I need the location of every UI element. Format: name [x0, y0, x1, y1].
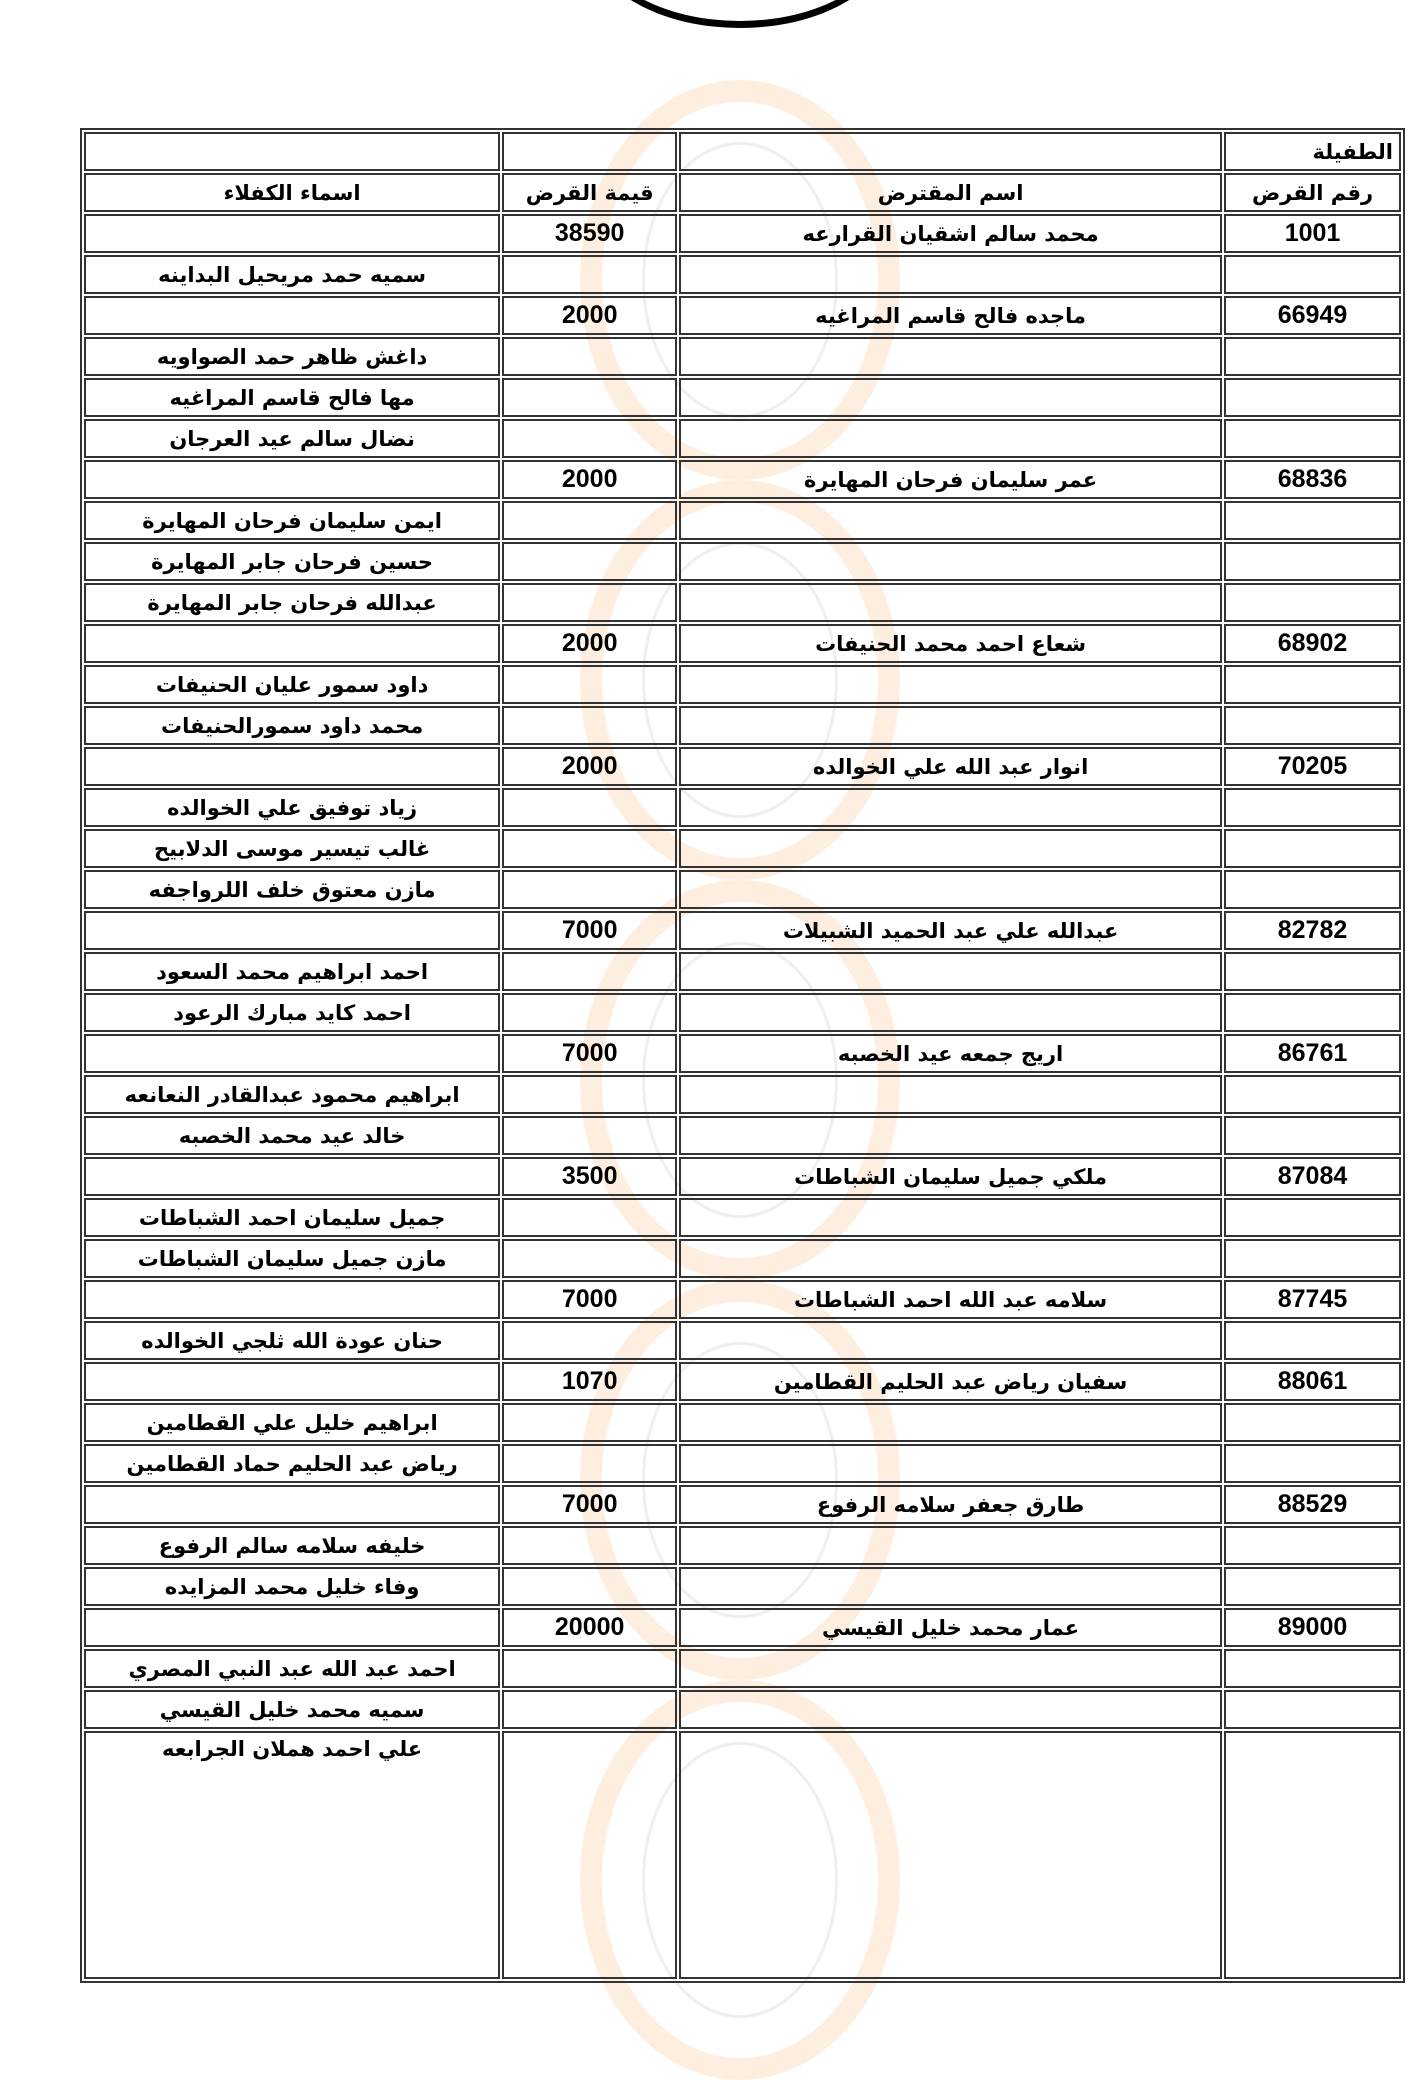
guarantor-cell: ايمن سليمان فرحان المهايرة [84, 501, 500, 540]
guarantor-cell: زياد توفيق علي الخوالده [84, 788, 500, 827]
table-row [84, 706, 1401, 745]
borrower-cell: شعاع احمد محمد الحنيفات [679, 624, 1222, 663]
borrower-cell [679, 1239, 1222, 1278]
amount-cell [502, 1526, 677, 1565]
amount-cell [502, 1444, 677, 1483]
guarantor-cell: رياض عبد الحليم حماد القطامين [84, 1444, 500, 1483]
guarantor-cell: سميه حمد مريحيل البداينه [84, 255, 500, 294]
table-row [84, 1280, 1401, 1319]
table-row [84, 1198, 1401, 1237]
table-row [84, 1116, 1401, 1155]
borrower-cell: سفيان رياض عبد الحليم القطامين [679, 1362, 1222, 1401]
borrower-cell: سلامه عبد الله احمد الشباطات [679, 1280, 1222, 1319]
table-row [84, 911, 1401, 950]
amount-cell [502, 952, 677, 991]
amount-cell: 2000 [502, 747, 677, 786]
borrower-cell [679, 337, 1222, 376]
loan-number-cell [1224, 1690, 1401, 1729]
region-label: الطفيلة [1224, 132, 1401, 171]
loan-number-cell: 88061 [1224, 1362, 1401, 1401]
loan-number-cell: 70205 [1224, 747, 1401, 786]
guarantor-cell [84, 1362, 500, 1401]
borrower-cell [679, 1526, 1222, 1565]
loan-number-cell: 68902 [1224, 624, 1401, 663]
guarantor-cell [84, 911, 500, 950]
guarantor-cell: داود سمور عليان الحنيفات [84, 665, 500, 704]
guarantor-cell [84, 624, 500, 663]
guarantor-cell: حسين فرحان جابر المهايرة [84, 542, 500, 581]
table-row [84, 1526, 1401, 1565]
borrower-cell: انوار عبد الله علي الخوالده [679, 747, 1222, 786]
borrower-cell [679, 788, 1222, 827]
guarantor-cell [84, 747, 500, 786]
amount-cell: 7000 [502, 1280, 677, 1319]
loan-number-cell [1224, 1649, 1401, 1688]
guarantor-cell: محمد داود سمورالحنيفات [84, 706, 500, 745]
borrower-cell [679, 665, 1222, 704]
table-row [84, 1034, 1401, 1073]
loan-number-cell: 1001 [1224, 214, 1401, 253]
loan-number-cell [1224, 788, 1401, 827]
table-row [84, 419, 1401, 458]
table-row [84, 1690, 1401, 1729]
amount-cell [502, 1567, 677, 1606]
amount-cell [502, 255, 677, 294]
amount-cell [502, 1198, 677, 1237]
guarantor-cell: ابراهيم محمود عبدالقادر النعانعه [84, 1075, 500, 1114]
guarantor-cell: وفاء خليل محمد المزايده [84, 1567, 500, 1606]
borrower-cell [679, 419, 1222, 458]
guarantor-cell: علي احمد هملان الجرابعه [84, 1731, 500, 1979]
amount-cell: 20000 [502, 1608, 677, 1647]
table-row [84, 1567, 1401, 1606]
guarantor-cell: خالد عيد محمد الخصبه [84, 1116, 500, 1155]
table-row [84, 460, 1401, 499]
amount-cell [502, 378, 677, 417]
guarantor-cell [84, 214, 500, 253]
empty-cell [502, 132, 677, 171]
table-row [84, 583, 1401, 622]
table-row [84, 1649, 1401, 1688]
loan-number-cell [1224, 665, 1401, 704]
guarantor-cell: مها فالح قاسم المراغيه [84, 378, 500, 417]
loan-number-cell [1224, 1526, 1401, 1565]
loan-number-cell [1224, 829, 1401, 868]
loan-number-cell [1224, 1239, 1401, 1278]
loans-table [80, 128, 1405, 1983]
loan-number-cell: 86761 [1224, 1034, 1401, 1073]
table-row [84, 542, 1401, 581]
table-row [84, 624, 1401, 663]
amount-cell: 7000 [502, 911, 677, 950]
guarantor-cell: احمد ابراهيم محمد السعود [84, 952, 500, 991]
loan-number-cell [1224, 419, 1401, 458]
table-row [84, 1362, 1401, 1401]
table-row [84, 337, 1401, 376]
amount-cell [502, 1731, 677, 1979]
loan-number-cell [1224, 1321, 1401, 1360]
loan-number-cell: 82782 [1224, 911, 1401, 950]
borrower-cell [679, 952, 1222, 991]
loan-number-cell: 66949 [1224, 296, 1401, 335]
loan-number-cell [1224, 1116, 1401, 1155]
borrower-cell [679, 1075, 1222, 1114]
guarantor-cell: سميه محمد خليل القيسي [84, 1690, 500, 1729]
table-row [84, 214, 1401, 253]
amount-cell [502, 1239, 677, 1278]
loan-number-cell [1224, 583, 1401, 622]
borrower-cell [679, 870, 1222, 909]
loan-number-cell [1224, 378, 1401, 417]
table-row [84, 1075, 1401, 1114]
table-row [84, 296, 1401, 335]
borrower-cell: عمر سليمان فرحان المهايرة [679, 460, 1222, 499]
region-row [84, 132, 1401, 171]
col-number-header: رقم القرض [1224, 173, 1401, 212]
table-row [84, 378, 1401, 417]
borrower-cell [679, 1321, 1222, 1360]
empty-cell [679, 132, 1222, 171]
guarantor-cell [84, 1485, 500, 1524]
borrower-cell [679, 829, 1222, 868]
loan-number-cell [1224, 1403, 1401, 1442]
amount-cell [502, 1321, 677, 1360]
table-row [84, 870, 1401, 909]
loan-number-cell [1224, 542, 1401, 581]
guarantor-cell [84, 296, 500, 335]
amount-cell [502, 583, 677, 622]
guarantor-cell: خليفه سلامه سالم الرفوع [84, 1526, 500, 1565]
guarantor-cell [84, 1280, 500, 1319]
table-row [84, 747, 1401, 786]
borrower-cell [679, 1649, 1222, 1688]
loan-number-cell [1224, 1731, 1401, 1979]
loan-number-cell [1224, 1444, 1401, 1483]
amount-cell [502, 1690, 677, 1729]
table-row [84, 1321, 1401, 1360]
borrower-cell [679, 1731, 1222, 1979]
borrower-cell [679, 542, 1222, 581]
guarantor-cell: نضال سالم عيد العرجان [84, 419, 500, 458]
table-row [84, 1403, 1401, 1442]
loan-number-cell [1224, 1075, 1401, 1114]
borrower-cell: عبدالله علي عبد الحميد الشبيلات [679, 911, 1222, 950]
borrower-cell: ماجده فالح قاسم المراغيه [679, 296, 1222, 335]
loan-number-cell [1224, 1567, 1401, 1606]
amount-cell [502, 1403, 677, 1442]
amount-cell: 2000 [502, 296, 677, 335]
borrower-cell [679, 1690, 1222, 1729]
borrower-cell [679, 255, 1222, 294]
borrower-cell: عمار محمد خليل القيسي [679, 1608, 1222, 1647]
table-row [84, 665, 1401, 704]
amount-cell [502, 706, 677, 745]
table-row [84, 1731, 1401, 1979]
table-row [84, 952, 1401, 991]
guarantor-cell: جميل سليمان احمد الشباطات [84, 1198, 500, 1237]
guarantor-cell [84, 1034, 500, 1073]
borrower-cell [679, 1403, 1222, 1442]
amount-cell: 2000 [502, 624, 677, 663]
borrower-cell [679, 583, 1222, 622]
guarantor-cell: مازن جميل سليمان الشباطات [84, 1239, 500, 1278]
guarantor-cell [84, 1157, 500, 1196]
borrower-cell [679, 378, 1222, 417]
empty-cell [84, 132, 500, 171]
table-row [84, 1157, 1401, 1196]
amount-cell [502, 542, 677, 581]
loan-number-cell [1224, 870, 1401, 909]
guarantor-cell: عبدالله فرحان جابر المهايرة [84, 583, 500, 622]
amount-cell: 2000 [502, 460, 677, 499]
table-row [84, 1444, 1401, 1483]
amount-cell: 1070 [502, 1362, 677, 1401]
header-seal-arc [590, 0, 890, 28]
col-borrower-header: اسم المقترض [679, 173, 1222, 212]
col-guarantors-header: اسماء الكفلاء [84, 173, 500, 212]
loan-number-cell [1224, 993, 1401, 1032]
guarantor-cell [84, 460, 500, 499]
guarantor-cell: غالب تيسير موسى الدلابيح [84, 829, 500, 868]
loan-number-cell [1224, 706, 1401, 745]
amount-cell [502, 1075, 677, 1114]
guarantor-cell: احمد عبد الله عبد النبي المصري [84, 1649, 500, 1688]
table-row [84, 1608, 1401, 1647]
guarantor-cell [84, 1608, 500, 1647]
amount-cell: 38590 [502, 214, 677, 253]
amount-cell [502, 337, 677, 376]
borrower-cell: ملكي جميل سليمان الشباطات [679, 1157, 1222, 1196]
guarantor-cell: ابراهيم خليل علي القطامين [84, 1403, 500, 1442]
table-row [84, 255, 1401, 294]
amount-cell [502, 1116, 677, 1155]
borrower-cell: طارق جعفر سلامه الرفوع [679, 1485, 1222, 1524]
table-row [84, 501, 1401, 540]
table-row [84, 829, 1401, 868]
table-row [84, 788, 1401, 827]
amount-cell [502, 993, 677, 1032]
borrower-cell [679, 1567, 1222, 1606]
amount-cell [502, 419, 677, 458]
amount-cell [502, 501, 677, 540]
loan-number-cell [1224, 952, 1401, 991]
loan-number-cell [1224, 337, 1401, 376]
table-row [84, 993, 1401, 1032]
guarantor-cell: مازن معتوق خلف اللرواجفه [84, 870, 500, 909]
loan-number-cell [1224, 255, 1401, 294]
guarantor-cell: احمد كايد مبارك الرعود [84, 993, 500, 1032]
borrower-cell [679, 501, 1222, 540]
borrower-cell [679, 1116, 1222, 1155]
col-amount-header: قيمة القرض [502, 173, 677, 212]
loan-number-cell [1224, 501, 1401, 540]
amount-cell [502, 1649, 677, 1688]
guarantor-cell: حنان عودة الله ثلجي الخوالده [84, 1321, 500, 1360]
borrower-cell [679, 993, 1222, 1032]
loan-number-cell: 89000 [1224, 1608, 1401, 1647]
borrower-cell [679, 706, 1222, 745]
table-row [84, 1239, 1401, 1278]
borrower-cell: اريج جمعه عيد الخصبه [679, 1034, 1222, 1073]
amount-cell: 7000 [502, 1034, 677, 1073]
guarantor-cell: داغش ظاهر حمد الصواويه [84, 337, 500, 376]
amount-cell [502, 870, 677, 909]
loan-number-cell: 87084 [1224, 1157, 1401, 1196]
amount-cell: 7000 [502, 1485, 677, 1524]
amount-cell [502, 665, 677, 704]
loan-number-cell: 88529 [1224, 1485, 1401, 1524]
borrower-cell: محمد سالم اشقيان القرارعه [679, 214, 1222, 253]
loan-number-cell [1224, 1198, 1401, 1237]
borrower-cell [679, 1444, 1222, 1483]
borrower-cell [679, 1198, 1222, 1237]
amount-cell [502, 788, 677, 827]
table-row [84, 1485, 1401, 1524]
header-row [84, 173, 1401, 212]
amount-cell [502, 829, 677, 868]
loan-number-cell: 87745 [1224, 1280, 1401, 1319]
amount-cell: 3500 [502, 1157, 677, 1196]
loan-number-cell: 68836 [1224, 460, 1401, 499]
